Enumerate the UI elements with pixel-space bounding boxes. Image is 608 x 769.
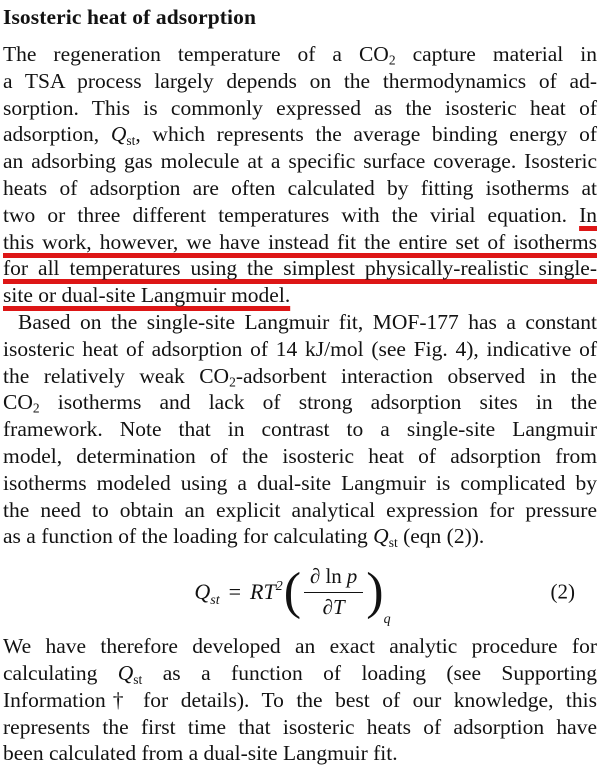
- qst-symbol: Q: [194, 578, 211, 604]
- close-paren: ): [366, 562, 384, 620]
- text-line: heats of adsorption are often calculated by fitting isotherms at: [3, 175, 597, 200]
- red-underlined-text: for all temperatures using the simplest physically-realistic single-: [3, 256, 597, 281]
- text-line: an adsorbing gas molecule at a specific surface coverage. Isosteric: [3, 149, 597, 174]
- equation-2-block: [3, 550, 597, 633]
- ln-operator: ln: [325, 563, 342, 588]
- text-segment: as a function of the loading for calculating: [3, 524, 374, 549]
- text-line: [3, 255, 597, 282]
- qst-subscript: st: [388, 535, 398, 551]
- equation-formula: [194, 562, 391, 627]
- text-segment: -adsorbent interaction observed in the: [235, 363, 597, 388]
- fraction: [304, 564, 363, 620]
- text-line: isotherms modeled using a dual-site Langmuir is complicated by: [3, 470, 597, 495]
- text-line: sorption. This is commonly expressed as the isosteric heat of: [3, 95, 597, 120]
- text-segment: the relatively weak CO: [3, 363, 230, 388]
- equation-lhs: [194, 579, 282, 609]
- text-segment: , which represents the average binding energy of: [135, 122, 597, 147]
- paragraph-procedure: [3, 633, 597, 767]
- qst-subscript: st: [133, 671, 143, 687]
- text-segment: isotherms and lack of strong adsorption sites in the: [39, 390, 597, 415]
- text-line: [3, 282, 597, 309]
- text-line: [3, 523, 597, 550]
- partial-symbol: ∂: [322, 594, 334, 619]
- text-line: [3, 121, 597, 148]
- held-constant-subscript: q: [383, 611, 391, 627]
- text-line: Information† for details). To the best of our knowledge, this: [3, 687, 597, 712]
- paragraph-langmuir-fit: [3, 309, 597, 550]
- text-segment: as a function of loading (see Supporting: [142, 660, 597, 685]
- text-segment: The regeneration temperature of a CO: [3, 42, 389, 66]
- text-segment: adsorption,: [3, 122, 111, 147]
- text-line: represents the first time that isosteric heats of adsorption have: [3, 714, 597, 739]
- red-underlined-text: In: [579, 202, 597, 227]
- qst-symbol: Q: [110, 122, 127, 147]
- text-line: [3, 202, 597, 229]
- text-line: isosteric heat of adsorption of 14 kJ/mol (see Fig. 4), indicative of: [3, 336, 597, 361]
- open-paren: (: [283, 562, 302, 620]
- fraction-denominator: [323, 593, 345, 620]
- qst-subscript: st: [210, 592, 220, 608]
- text-line: [3, 41, 597, 68]
- equals-sign: =: [228, 578, 242, 604]
- text-line: model, determination of the isosteric heat of adsorption from: [3, 443, 597, 468]
- co2-subscript: 2: [32, 400, 40, 416]
- qst-symbol: Q: [373, 524, 389, 549]
- text-segment: calculating: [3, 660, 118, 685]
- section-heading: Isosteric heat of adsorption: [3, 5, 257, 29]
- text-line: a TSA process largely depends on the thermodynamics of ad-: [3, 68, 597, 93]
- qst-subscript: st: [126, 133, 136, 149]
- co2-subscript: 2: [388, 52, 396, 68]
- qst-symbol: Q: [117, 660, 134, 685]
- pressure-variable: p: [346, 563, 358, 588]
- text-segment: capture material in: [395, 42, 598, 66]
- fraction-numerator: [304, 564, 363, 593]
- text-line: [3, 229, 597, 256]
- red-underlined-text: this work, however, we have instead fit the entire set of isotherms: [3, 229, 597, 254]
- text-line: [3, 363, 597, 390]
- text-segment: two or three different temperatures with the virial equation.: [3, 202, 580, 227]
- text-line: [3, 389, 597, 416]
- partial-symbol: ∂: [310, 563, 321, 588]
- rt-term: RT: [250, 578, 276, 604]
- text-line: [3, 660, 597, 687]
- text-line: We have therefore developed an exact analytic procedure for: [3, 634, 597, 659]
- text-segment: (eqn (2)).: [397, 524, 485, 549]
- paragraph-intro: [3, 41, 597, 309]
- text-line: Based on the single-site Langmuir fit, MOF-177 has a constant: [18, 309, 597, 334]
- equation-number: (2): [550, 579, 575, 604]
- text-segment: CO: [3, 390, 33, 415]
- temperature-variable: T: [333, 594, 345, 619]
- text-line: been calculated from a dual-site Langmuir fit.: [3, 741, 398, 766]
- text-line: framework. Note that in contrast to a single-site Langmuir: [3, 417, 597, 442]
- text-line: the need to obtain an explicit analytical expression for pressure: [3, 497, 597, 522]
- exponent: 2: [275, 578, 283, 594]
- co2-subscript: 2: [229, 374, 236, 390]
- red-underlined-text: site or dual-site Langmuir model.: [3, 283, 291, 308]
